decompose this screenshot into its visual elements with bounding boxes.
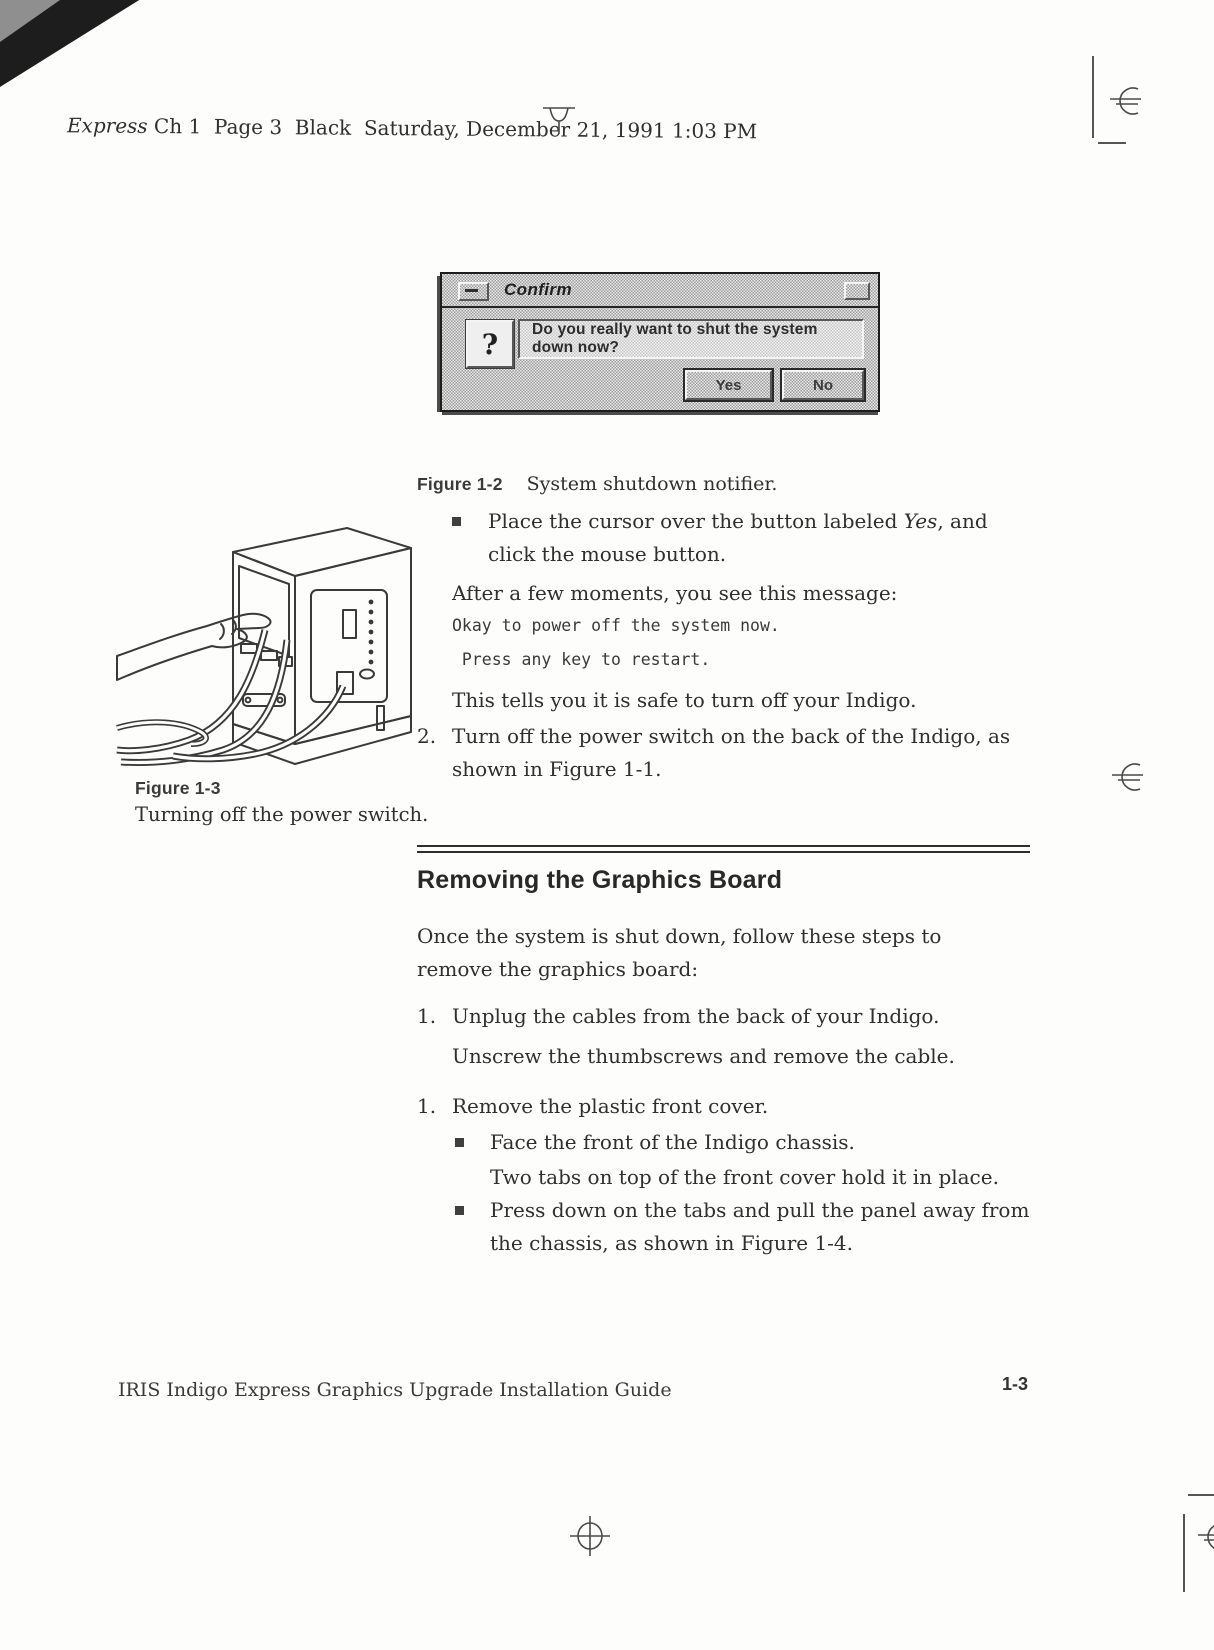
- figure-1-2-caption: [417, 468, 777, 501]
- figure-1-2-label: Figure 1-2: [417, 474, 503, 494]
- remove-step-1-text: Unplug the cables from the back of your Indigo.: [452, 1004, 940, 1028]
- registration-target-icon: [1196, 1520, 1214, 1554]
- remove-step-2-text: Remove the plastic front cover.: [452, 1094, 769, 1118]
- no-button[interactable]: No: [782, 370, 864, 400]
- print-slug-info: Ch 1 Page 3 Black Saturday, December 21, 1991 1:03 PM: [147, 113, 758, 144]
- footer-book-title: IRIS Indigo Express Graphics Upgrade Installation Guide: [118, 1379, 672, 1401]
- bullet-place-cursor: [488, 505, 1033, 571]
- question-glyph: ?: [481, 327, 499, 361]
- print-slug-header: [41, 76, 757, 181]
- step-2-number: 2.: [417, 724, 437, 748]
- trim-dash-top-right: [1098, 142, 1126, 144]
- bullet-press-tabs: Press down on the tabs and pull the panel away from the chassis, as shown in Figure 1-4.: [490, 1198, 1030, 1255]
- window-menu-button[interactable]: [458, 282, 489, 301]
- console-line-1: Okay to power off the system now.: [452, 616, 780, 635]
- after-moments-text: After a few moments, you see this message:: [452, 581, 898, 605]
- bullet-place-post: , and click the mouse button.: [488, 509, 988, 566]
- registration-crosshair-icon: [570, 1516, 610, 1556]
- figure-1-3-text: Turning off the power switch.: [135, 803, 429, 826]
- dialog-title: Confirm: [504, 280, 572, 299]
- console-line-2: Press any key to restart.: [452, 650, 711, 669]
- section-rule: [417, 845, 1030, 853]
- bullet-place-pre: Place the cursor over the button labeled: [488, 509, 904, 533]
- indigo-chassis-illustration: [115, 488, 417, 772]
- bullet-face-front: Face the front of the Indigo chassis.: [490, 1130, 855, 1154]
- footer-page-number: 1-3: [1002, 1374, 1029, 1394]
- bullet-icon: [455, 1206, 464, 1215]
- registration-target-icon: [1110, 760, 1148, 794]
- remove-step-1-subtext: Unscrew the thumbscrews and remove the cable.: [452, 1044, 955, 1068]
- registration-target-icon: [1108, 84, 1146, 118]
- trim-line-bottom-right: [1183, 1514, 1185, 1592]
- remove-step-1-number: 1.: [417, 1004, 437, 1028]
- bullet-icon: [455, 1138, 464, 1147]
- print-slug-doc-name: Express: [66, 113, 148, 138]
- safe-note-text: This tells you it is safe to turn off your Indigo.: [452, 688, 917, 712]
- bullet-place-em: Yes: [903, 509, 938, 533]
- note-two-tabs: Two tabs on top of the front cover hold it in place.: [490, 1165, 999, 1189]
- trim-dash-bottom-right: [1188, 1494, 1214, 1496]
- figure-1-3-label: Figure 1-3: [135, 778, 221, 798]
- figure-1-2-text: System shutdown notifier.: [526, 473, 778, 495]
- trim-line-top-right: [1092, 56, 1094, 138]
- confirm-dialog-figure: [440, 272, 880, 412]
- registration-center-mark-icon: [538, 100, 580, 136]
- step-2-text: Turn off the power switch on the back of the Indigo, as shown in Figure 1-1.: [452, 724, 1011, 781]
- window-menu-dash-icon: [465, 289, 478, 292]
- dialog-message: Do you really want to shut the system down now?: [518, 319, 864, 359]
- remove-step-2-number: 1.: [417, 1094, 437, 1118]
- section-intro: Once the system is shut down, follow these steps to remove the graphics board:: [417, 924, 942, 981]
- confirm-dialog-titlebar: [442, 274, 878, 308]
- yes-button[interactable]: Yes: [685, 370, 772, 400]
- bullet-icon: [452, 517, 461, 526]
- question-icon: [466, 320, 514, 368]
- section-heading: Removing the Graphics Board: [417, 866, 783, 894]
- titlebar-corner-button[interactable]: [844, 282, 870, 300]
